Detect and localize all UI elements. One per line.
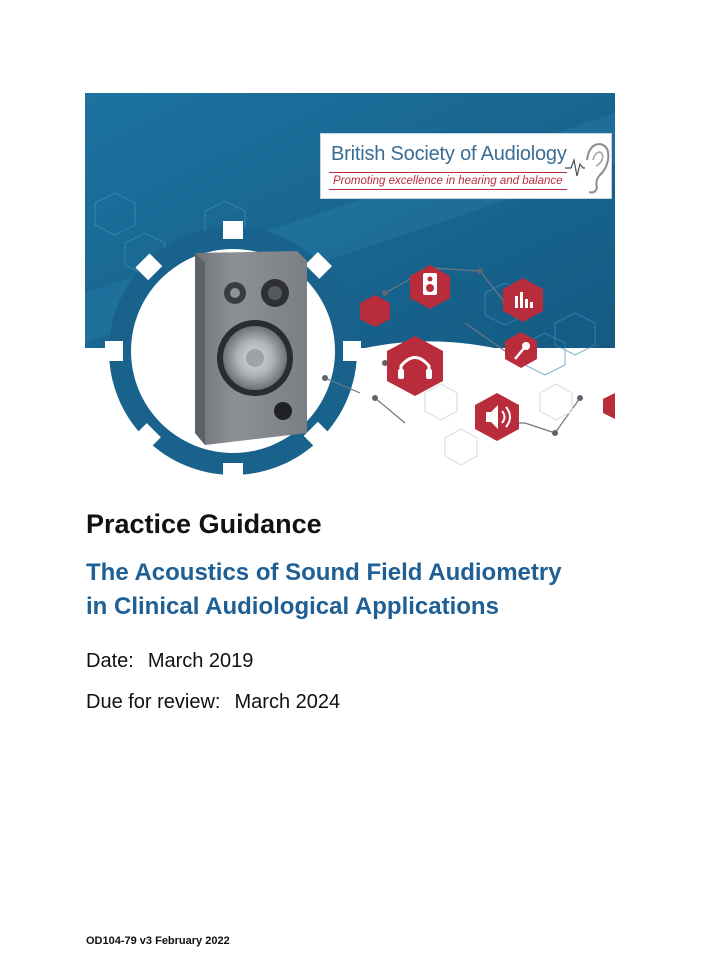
logo-tagline: Promoting excellence in hearing and balance: [333, 175, 563, 187]
logo-org-name: British Society of Audiology: [331, 143, 567, 165]
logo-tagline-bar: [329, 172, 567, 190]
review-label: Due for review:: [86, 691, 221, 713]
date-label: Date:: [86, 650, 134, 672]
document-reference: OD104-79 v3 February 2022: [86, 935, 230, 947]
bsa-logo: [320, 133, 612, 199]
document-title: [86, 556, 562, 624]
ear-icon: [565, 138, 611, 196]
review-date-line: [86, 691, 340, 714]
document-title-line-1: The Acoustics of Sound Field Audiometry: [86, 559, 562, 586]
review-value: March 2024: [234, 691, 341, 713]
date-line: [86, 650, 253, 673]
speaker-image: [195, 251, 307, 445]
date-value: March 2019: [147, 650, 254, 672]
document-type-heading: Practice Guidance: [86, 509, 322, 539]
document-title-line-2: in Clinical Audiological Applications: [86, 593, 499, 620]
